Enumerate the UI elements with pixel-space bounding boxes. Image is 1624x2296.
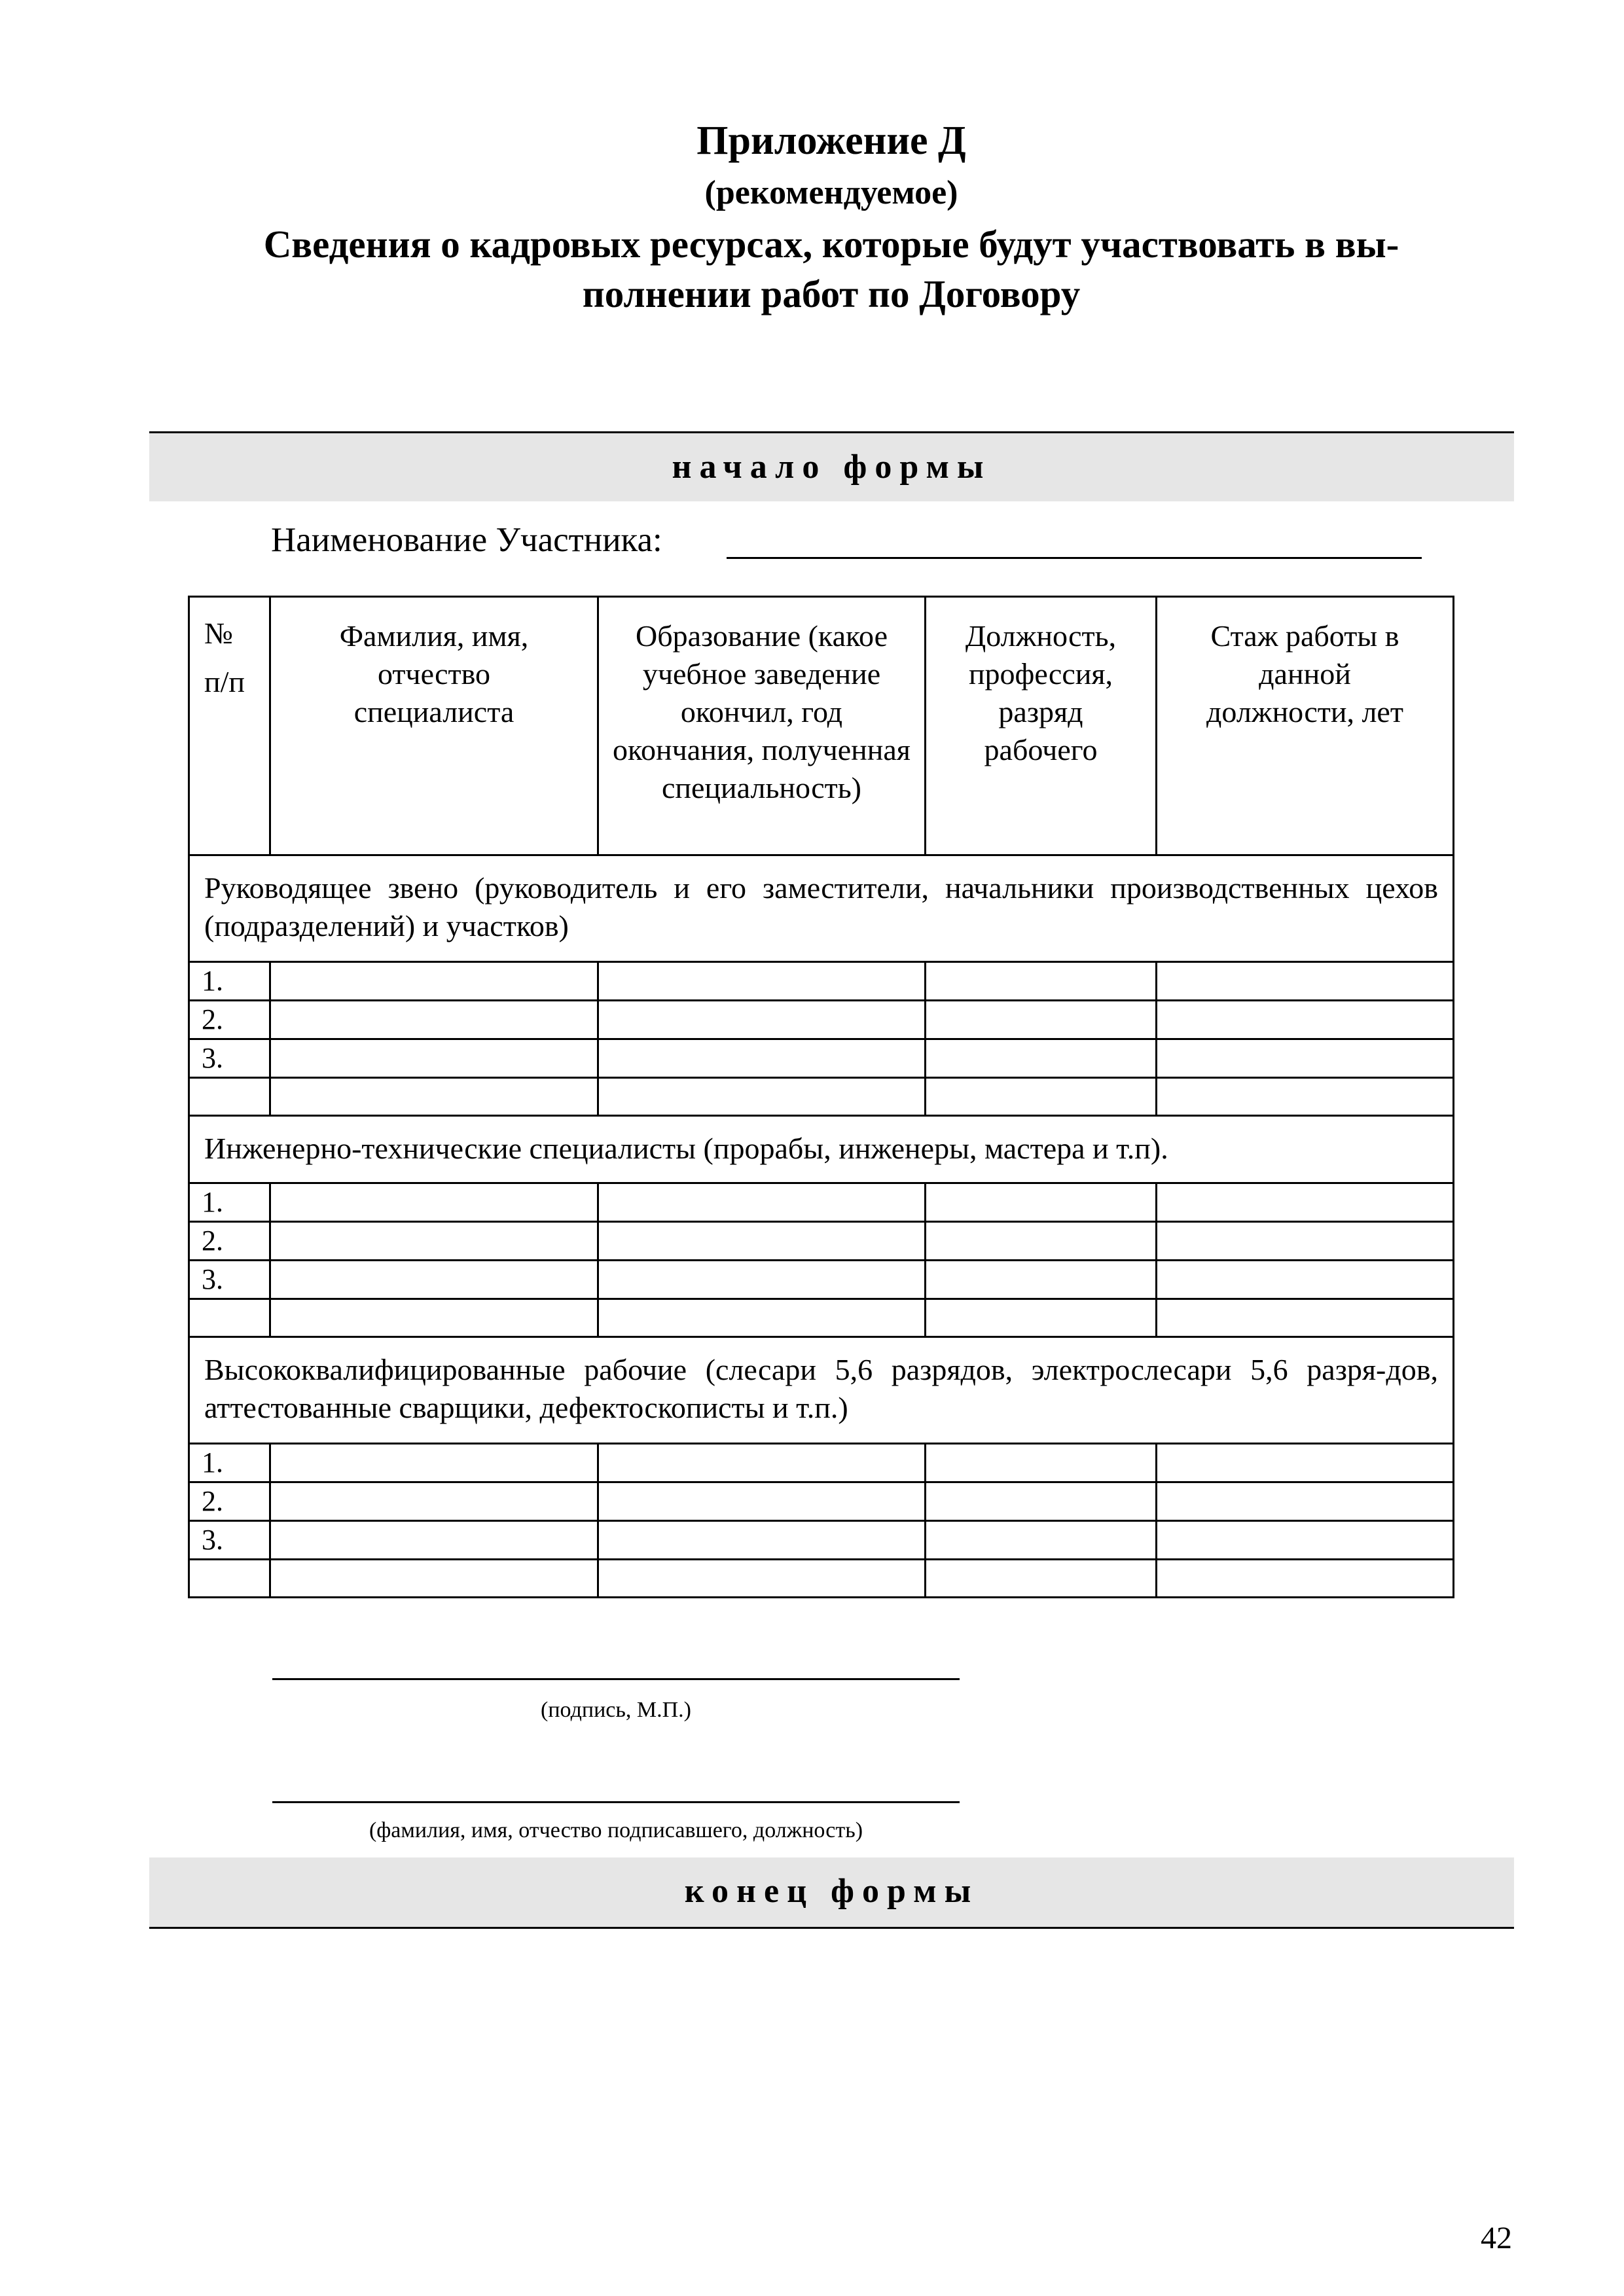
education-cell[interactable]: [598, 1521, 926, 1560]
experience-cell[interactable]: [1157, 1078, 1454, 1116]
table-row: [189, 1078, 1454, 1116]
position-cell[interactable]: [926, 962, 1157, 1001]
education-cell[interactable]: [598, 1222, 926, 1261]
appendix-title: Приложение Д: [696, 118, 966, 163]
position-cell[interactable]: [926, 1078, 1157, 1116]
table-row: [189, 1444, 1454, 1482]
position-cell[interactable]: [926, 1222, 1157, 1261]
experience-cell[interactable]: [1157, 1039, 1454, 1078]
page-number: 42: [1481, 2221, 1512, 2255]
column-header-number-symbol: №: [204, 617, 233, 650]
column-header-position: Должность, профессия, разряд рабочего: [926, 597, 1157, 855]
form-end-banner: конец формы: [149, 1857, 1514, 1929]
participant-name-label: Наименование Участника:: [271, 521, 662, 559]
position-cell[interactable]: [926, 1521, 1157, 1560]
row-number: 2.: [189, 1001, 270, 1039]
section-title-engineering: Инженерно-технические специалисты (прорабы, инженеры, мастера и т.п).: [189, 1116, 1454, 1183]
appendix-heading-line-1: Сведения о кадровых ресурсах, которые будут участвовать в вы-: [263, 223, 1399, 266]
name-cell[interactable]: [270, 1039, 598, 1078]
row-number: [189, 1560, 270, 1598]
position-cell[interactable]: [926, 1444, 1157, 1482]
experience-cell[interactable]: [1157, 1222, 1454, 1261]
education-cell[interactable]: [598, 1078, 926, 1116]
name-cell[interactable]: [270, 1521, 598, 1560]
staff-resources-table: [188, 596, 1454, 1598]
signature-line[interactable]: [272, 1678, 960, 1680]
position-cell[interactable]: [926, 1299, 1157, 1337]
education-cell[interactable]: [598, 1183, 926, 1222]
position-cell[interactable]: [926, 1183, 1157, 1222]
form-start-banner: начало формы: [149, 431, 1514, 501]
table-row: [189, 1001, 1454, 1039]
table-row: [189, 1521, 1454, 1560]
table-row: [189, 1261, 1454, 1299]
row-number: [189, 1299, 270, 1337]
experience-cell[interactable]: [1157, 1001, 1454, 1039]
signer-details-line[interactable]: [272, 1801, 960, 1803]
section-title-skilled-workers: Высококвалифицированные рабочие (слесари 5,6 разрядов, электрослесари 5,6 разря-дов, аттестованные сварщики, дефектоскописты и т.п.): [189, 1337, 1454, 1444]
column-header-number-abbrev: п/п: [204, 665, 245, 698]
participant-name-field[interactable]: [727, 557, 1422, 559]
position-cell[interactable]: [926, 1261, 1157, 1299]
table-row: [189, 1183, 1454, 1222]
name-cell[interactable]: [270, 1078, 598, 1116]
document-title: [151, 115, 1512, 319]
column-header-experience: Стаж работы в данной должности, лет: [1157, 597, 1454, 855]
section-row-engineering: [189, 1116, 1454, 1183]
row-number: 1.: [189, 1444, 270, 1482]
table-row: [189, 1039, 1454, 1078]
position-cell[interactable]: [926, 1560, 1157, 1598]
name-cell[interactable]: [270, 1560, 598, 1598]
experience-cell[interactable]: [1157, 1183, 1454, 1222]
education-cell[interactable]: [598, 1001, 926, 1039]
education-cell[interactable]: [598, 1560, 926, 1598]
experience-cell[interactable]: [1157, 1482, 1454, 1521]
row-number: 2.: [189, 1482, 270, 1521]
signer-details-caption: (фамилия, имя, отчество подписавшего, должность): [369, 1818, 863, 1842]
row-number: 1.: [189, 962, 270, 1001]
table-row: [189, 1222, 1454, 1261]
row-number: 1.: [189, 1183, 270, 1222]
position-cell[interactable]: [926, 1482, 1157, 1521]
name-cell[interactable]: [270, 962, 598, 1001]
table-row: [189, 962, 1454, 1001]
column-header-education: Образование (какое учебное заведение окончил, год окончания, полученная специальность): [598, 597, 926, 855]
experience-cell[interactable]: [1157, 1560, 1454, 1598]
education-cell[interactable]: [598, 1299, 926, 1337]
name-cell[interactable]: [270, 1299, 598, 1337]
section-title-management: Руководящее звено (руководитель и его заместители, начальники производственных цехов (подразделений) и участков): [189, 855, 1454, 962]
position-cell[interactable]: [926, 1039, 1157, 1078]
experience-cell[interactable]: [1157, 1261, 1454, 1299]
row-number: 3.: [189, 1261, 270, 1299]
section-row-management: [189, 855, 1454, 962]
name-cell[interactable]: [270, 1444, 598, 1482]
row-number: 2.: [189, 1222, 270, 1261]
section-row-skilled-workers: [189, 1337, 1454, 1444]
education-cell[interactable]: [598, 1039, 926, 1078]
experience-cell[interactable]: [1157, 1444, 1454, 1482]
education-cell[interactable]: [598, 1444, 926, 1482]
row-number: [189, 1078, 270, 1116]
row-number: 3.: [189, 1521, 270, 1560]
name-cell[interactable]: [270, 1222, 598, 1261]
education-cell[interactable]: [598, 1261, 926, 1299]
column-header-number: [189, 597, 270, 855]
table-row: [189, 1560, 1454, 1598]
table-row: [189, 1482, 1454, 1521]
column-header-name: Фамилия, имя, отчество специалиста: [270, 597, 598, 855]
signature-caption: (подпись, М.П.): [541, 1698, 691, 1722]
experience-cell[interactable]: [1157, 1521, 1454, 1560]
name-cell[interactable]: [270, 1261, 598, 1299]
education-cell[interactable]: [598, 962, 926, 1001]
experience-cell[interactable]: [1157, 1299, 1454, 1337]
experience-cell[interactable]: [1157, 962, 1454, 1001]
table-row: [189, 1299, 1454, 1337]
education-cell[interactable]: [598, 1482, 926, 1521]
appendix-status: (рекомендуемое): [704, 174, 958, 211]
row-number: 3.: [189, 1039, 270, 1078]
appendix-heading-line-2: полнении работ по Договору: [582, 272, 1081, 315]
name-cell[interactable]: [270, 1001, 598, 1039]
name-cell[interactable]: [270, 1482, 598, 1521]
position-cell[interactable]: [926, 1001, 1157, 1039]
name-cell[interactable]: [270, 1183, 598, 1222]
table-header-row: [189, 597, 1454, 855]
